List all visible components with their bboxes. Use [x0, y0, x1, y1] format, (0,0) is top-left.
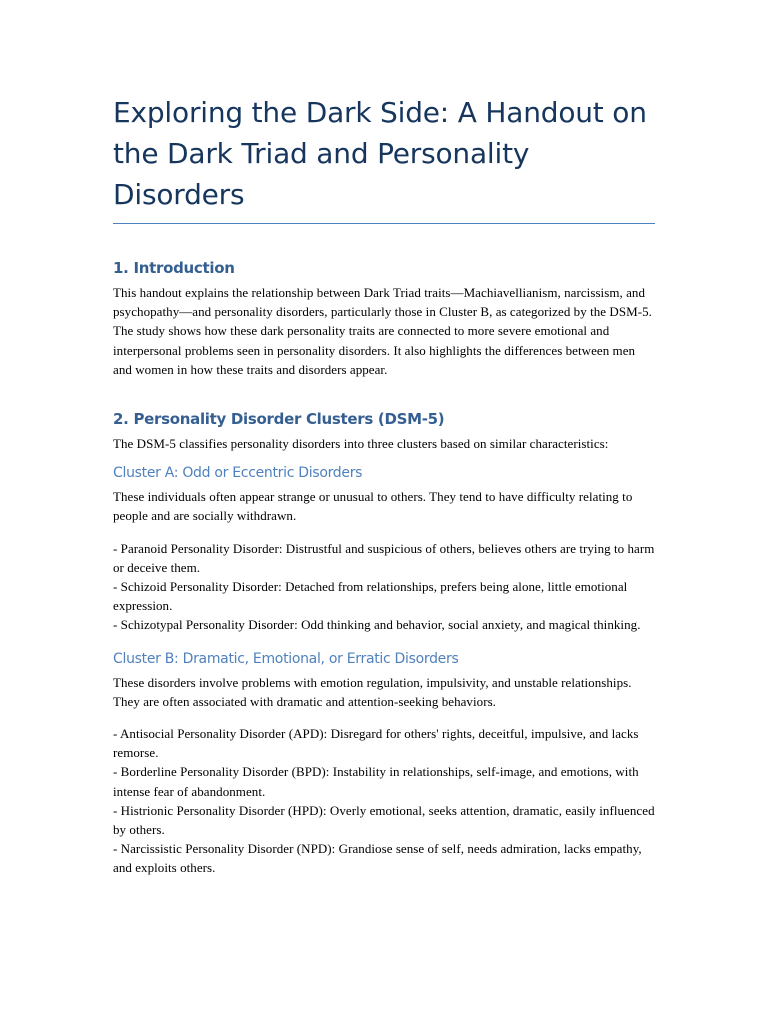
clusters-intro-paragraph: The DSM-5 classifies personality disorders into three clusters based on similar characteristics:	[113, 436, 609, 452]
list-item: - Schizotypal Personality Disorder: Odd thinking and behavior, social anxiety, and magical thinking.	[113, 617, 641, 633]
cluster-a-list	[113, 539, 655, 635]
section-heading-clusters: 2. Personality Disorder Clusters (DSM-5)	[113, 410, 445, 429]
list-item: - Antisocial Personality Disorder (APD): Disregard for others' rights, deceitful, impulsive, and lacks remorse.	[113, 726, 639, 761]
list-item: - Histrionic Personality Disorder (HPD): Overly emotional, seeks attention, dramatic, easily influenced by others.	[113, 802, 655, 838]
introduction-paragraph: This handout explains the relationship between Dark Triad traits—Machiavellianism, narcissism, and psychopathy—and personality disorders, particularly those in Cluster B, as categorized by the DSM-5. The study shows how these dark personality traits are connected to more severe emotional and interpersonal problems seen in personality disorders. It also highlights the differences between men and women in how these traits and disorders appear.	[113, 285, 652, 377]
list-item: - Borderline Personality Disorder (BPD): Instability in relationships, self-image, and emotions, with intense fear of abandonment.	[113, 764, 639, 799]
section-heading-introduction: 1. Introduction	[113, 259, 235, 277]
list-item: - Paranoid Personality Disorder: Distrustful and suspicious of others, believes others are trying to harm or deceive them.	[113, 540, 655, 575]
cluster-a-paragraph: These individuals often appear strange or unusual to others. They tend to have difficulty relating to people and are socially withdrawn.	[113, 489, 633, 524]
list-item: - Narcissistic Personality Disorder (NPD): Grandiose sense of self, needs admiration, lacks empathy, and exploits others.	[113, 841, 642, 876]
cluster-a-heading: Cluster A: Odd or Eccentric Disorders	[113, 465, 363, 482]
list-item: - Schizoid Personality Disorder: Detached from relationships, prefers being alone, little emotional expression.	[113, 579, 628, 614]
cluster-b-paragraph: These disorders involve problems with emotion regulation, impulsivity, and unstable relationships. They are often associated with dramatic and attention-seeking behaviors.	[113, 674, 632, 709]
document-title: Exploring the Dark Side: A Handout on the Dark Triad and Personality Disorders	[113, 92, 655, 224]
document-page	[113, 92, 655, 878]
cluster-b-list	[113, 724, 655, 878]
cluster-b-heading: Cluster B: Dramatic, Emotional, or Erratic Disorders	[113, 650, 459, 667]
